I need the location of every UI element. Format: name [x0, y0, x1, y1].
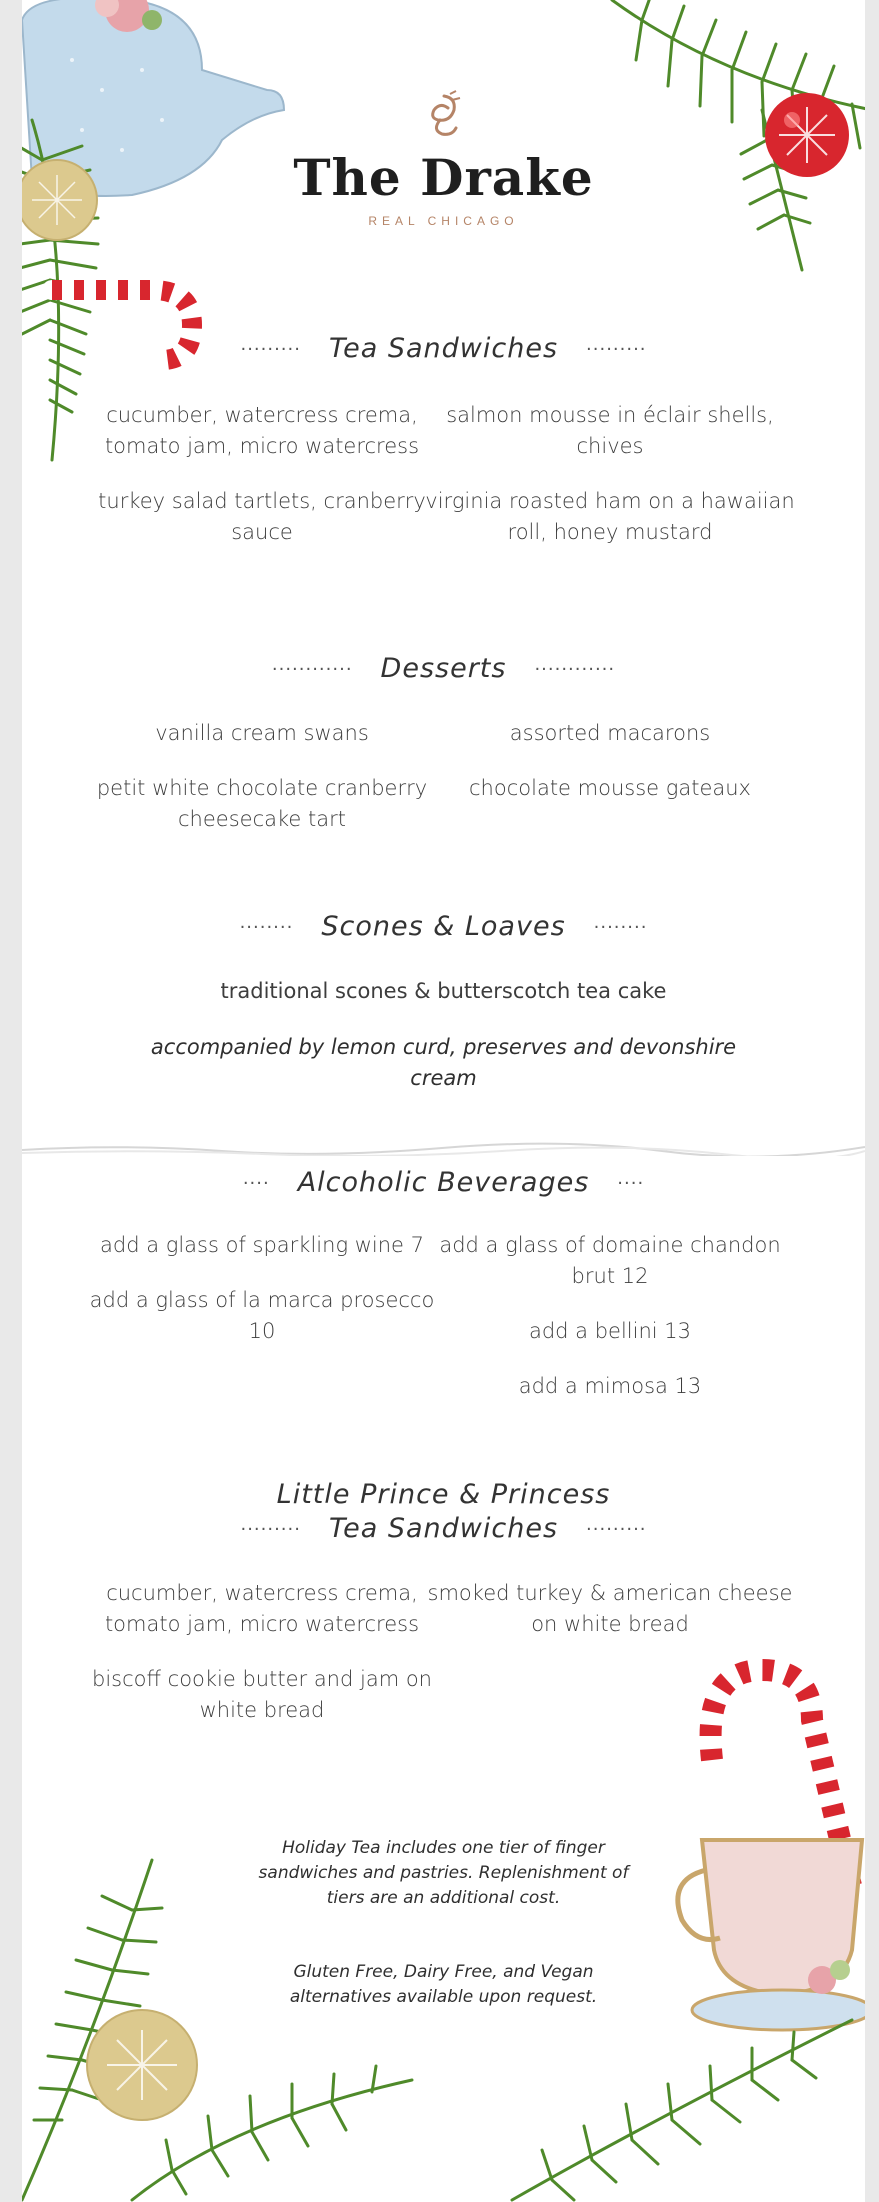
menu-item: add a mimosa 13	[518, 1374, 702, 1398]
kids-left-column	[77, 1578, 447, 1750]
section-title-kids-line2: ········· Tea Sandwiches ·········	[240, 1513, 647, 1544]
divider-dots: ····	[617, 1172, 645, 1194]
footer-note-dietary: Gluten Free, Dairy Free, and Vegan alternatives available upon request.	[289, 1962, 598, 2007]
menu-item: chocolate mousse gateaux	[469, 776, 751, 800]
logo	[22, 90, 865, 228]
divider-dots: ·········	[586, 338, 647, 360]
menu-item: salmon mousse in éclair shells, chives	[446, 403, 774, 458]
desserts-left-column	[77, 718, 447, 859]
footer-note-tiers: Holiday Tea includes one tier of finger sandwiches and pastries. Replenishment of tiers are an additional cost.	[258, 1838, 629, 1908]
menu-item: cucumber, watercress crema, tomato jam, micro watercress	[104, 1581, 420, 1636]
logo-emblem-icon	[422, 90, 466, 138]
section-title-kids-line1: Little Prince & Princess	[276, 1479, 611, 1510]
tea-sandwiches-left-column	[77, 400, 447, 572]
section-title-desserts: ············ Desserts ············	[271, 653, 616, 684]
menu-item: vanilla cream swans	[155, 721, 369, 745]
divider-dots: ········	[239, 916, 294, 938]
divider-dots: ········	[593, 916, 648, 938]
alcoholic-left-column	[77, 1230, 447, 1371]
menu-item: biscoff cookie butter and jam on white bread	[92, 1667, 432, 1722]
menu-item: turkey salad tartlets, cranberry sauce	[98, 489, 426, 544]
scones-item: traditional scones & butterscotch tea cake	[220, 979, 667, 1003]
section-title-tea-sandwiches: ········· Tea Sandwiches ·········	[240, 333, 647, 364]
menu-item: virginia roasted ham on a hawaiian roll, honey mustard	[425, 489, 795, 544]
logo-title: The Drake	[293, 148, 594, 207]
divider-dots: ·········	[240, 1518, 301, 1540]
divider-dots: ·········	[240, 338, 301, 360]
ornament-icon	[67, 2000, 217, 2130]
menu-item: cucumber, watercress crema, tomato jam, micro watercress	[104, 403, 420, 458]
menu-item: add a glass of sparkling wine 7	[100, 1233, 424, 1257]
pine-branch-icon	[492, 2000, 865, 2202]
menu-item: add a glass of la marca prosecco 10	[89, 1288, 435, 1343]
alcoholic-right-column	[425, 1230, 795, 1426]
menu-card	[22, 0, 865, 2202]
menu-item: add a glass of domaine chandon brut 12	[439, 1233, 781, 1288]
fold-line	[22, 1142, 865, 1156]
divider-dots: ·········	[586, 1518, 647, 1540]
menu-item: assorted macarons	[509, 721, 711, 745]
divider-dots: ············	[534, 658, 616, 680]
divider-dots: ············	[271, 658, 353, 680]
section-title-alcoholic-beverages: ···· Alcoholic Beverages ····	[242, 1167, 645, 1198]
menu-item: petit white chocolate cranberry cheesecake tart	[96, 776, 428, 831]
scones-accompaniment-note: accompanied by lemon curd, preserves and devonshire cream	[150, 1035, 737, 1090]
divider-dots: ····	[242, 1172, 270, 1194]
menu-item: smoked turkey & american cheese on white bread	[427, 1581, 793, 1636]
section-title-scones-loaves: ········ Scones & Loaves ········	[239, 911, 648, 942]
tea-sandwiches-right-column	[425, 400, 795, 572]
desserts-right-column	[425, 718, 795, 828]
kids-right-column	[425, 1578, 795, 1664]
logo-tagline: REAL CHICAGO	[368, 214, 519, 228]
menu-item: add a bellini 13	[528, 1319, 692, 1343]
